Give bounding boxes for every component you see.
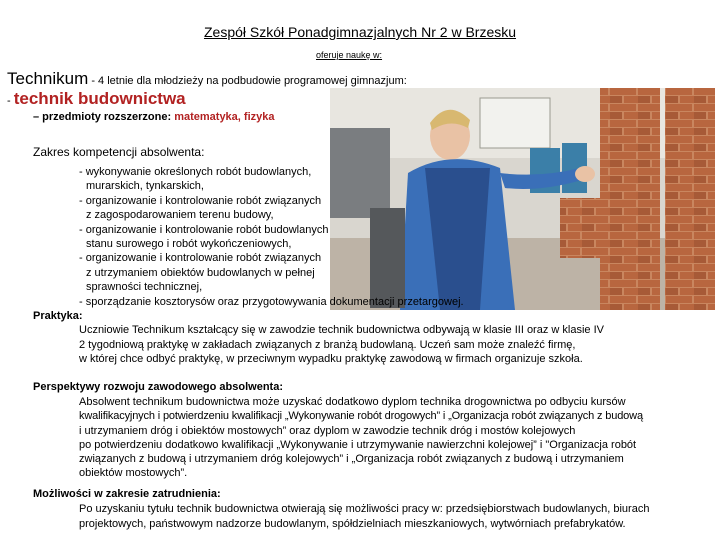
practice-heading: Praktyka: xyxy=(33,310,83,322)
employment-line: Po uzyskaniu tytułu technik budownictwa otwierają się możliwości pracy w: przedsiębiorstwach budowlanych, biurach xyxy=(79,503,650,515)
prospects-heading: Perspektywy rozwoju zawodowego absolwenta: xyxy=(33,381,283,393)
competences-heading: Zakres kompetencji absolwenta: xyxy=(33,145,205,159)
program-description: - 4 letnie dla młodzieży na podbudowie programowej gimnazjum: xyxy=(88,75,407,87)
practice-line: Uczniowie Technikum kształcący się w zawodzie technik budownictwa odbywają w klasie III oraz w klasie IV xyxy=(79,324,604,336)
prospects-line: kwalifikacyjnych i potwierdzeniu kwalifikacji „Wykonywanie robót drogowych” i „Organizacja robót związanych z budową xyxy=(79,410,643,422)
employment-heading: Możliwości w zakresie zatrudnienia: xyxy=(33,488,221,500)
prospects-line: obiektów mostowych”. xyxy=(79,467,188,479)
program-name: Technikum xyxy=(7,69,89,88)
prospects-line: po potwierdzeniu dodatkowo kwalifikacji „Wykonywanie i utrzymywanie nawierzchni kolejowej” i "Organizacja robót xyxy=(79,439,637,451)
competence-line: - wykonywanie określonych robót budowlanych, xyxy=(79,166,312,178)
practice-line: w której chce odbyć praktykę, w przeciwnym wypadku praktykę zawodową w firmach organizuje szkoła. xyxy=(79,353,583,365)
profession-prefix: - xyxy=(7,95,14,107)
program-line xyxy=(7,69,407,89)
prospects-line: Absolwent technikum budownictwa może uzyskać dodatkowo dyplom technika drogownictwa po odbyciu kursów xyxy=(79,396,626,408)
profession-name: technik budownictwa xyxy=(13,89,186,108)
photo-illustration xyxy=(330,88,715,310)
page-title xyxy=(0,24,720,40)
competence-line: stanu surowego i robót wykończeniowych, xyxy=(86,238,292,250)
subjects-line xyxy=(33,111,274,124)
competence-line: sprawności technicznej, xyxy=(86,281,203,293)
subjects-label: – przedmioty rozszerzone: xyxy=(33,111,175,123)
competence-line: z zagospodarowaniem terenu budowy, xyxy=(86,209,274,221)
practice-line: 2 tygodniową praktykę w zakładach związanych z branżą budowlaną. Uczeń sam może znaleźć firmę, xyxy=(79,339,576,351)
competence-line: z utrzymaniem obiektów budowlanych w pełnej xyxy=(86,267,315,279)
page-title-text: Zespół Szkół Ponadgimnazjalnych Nr 2 w Brzesku xyxy=(203,24,517,40)
prospects-line: związanych z budową i utrzymaniem dróg kolejowych” i „Organizacja robót związanych z budową i utrzymaniem xyxy=(79,453,624,465)
subjects-value: matematyka, fizyka xyxy=(174,111,275,123)
competence-line: - sporządzanie kosztorysów oraz przygotowywania dokumentacji przetargowej. xyxy=(79,296,464,308)
competence-line: - organizowanie i kontrolowanie robót związanych xyxy=(79,252,322,264)
prospects-line: i utrzymaniem dróg i obiektów mostowych” oraz dyplom w zawodzie technik dróg i mostów kolejowych xyxy=(79,425,576,437)
competence-line: murarskich, tynkarskich, xyxy=(86,180,204,192)
competence-line: - organizowanie i kontrolowanie robót budowlanych xyxy=(79,224,329,236)
profession-line xyxy=(7,89,186,109)
competence-line: - organizowanie i kontrolowanie robót związanych xyxy=(79,195,322,207)
page-subtitle: oferuje naukę w: xyxy=(316,50,383,60)
employment-line: projektowych, państwowym nadzorze budowlanym, spółdzielniach mieszkaniowych, wytwórniach prefabrykatów. xyxy=(79,518,626,530)
student-bricklaying-photo xyxy=(330,88,715,310)
